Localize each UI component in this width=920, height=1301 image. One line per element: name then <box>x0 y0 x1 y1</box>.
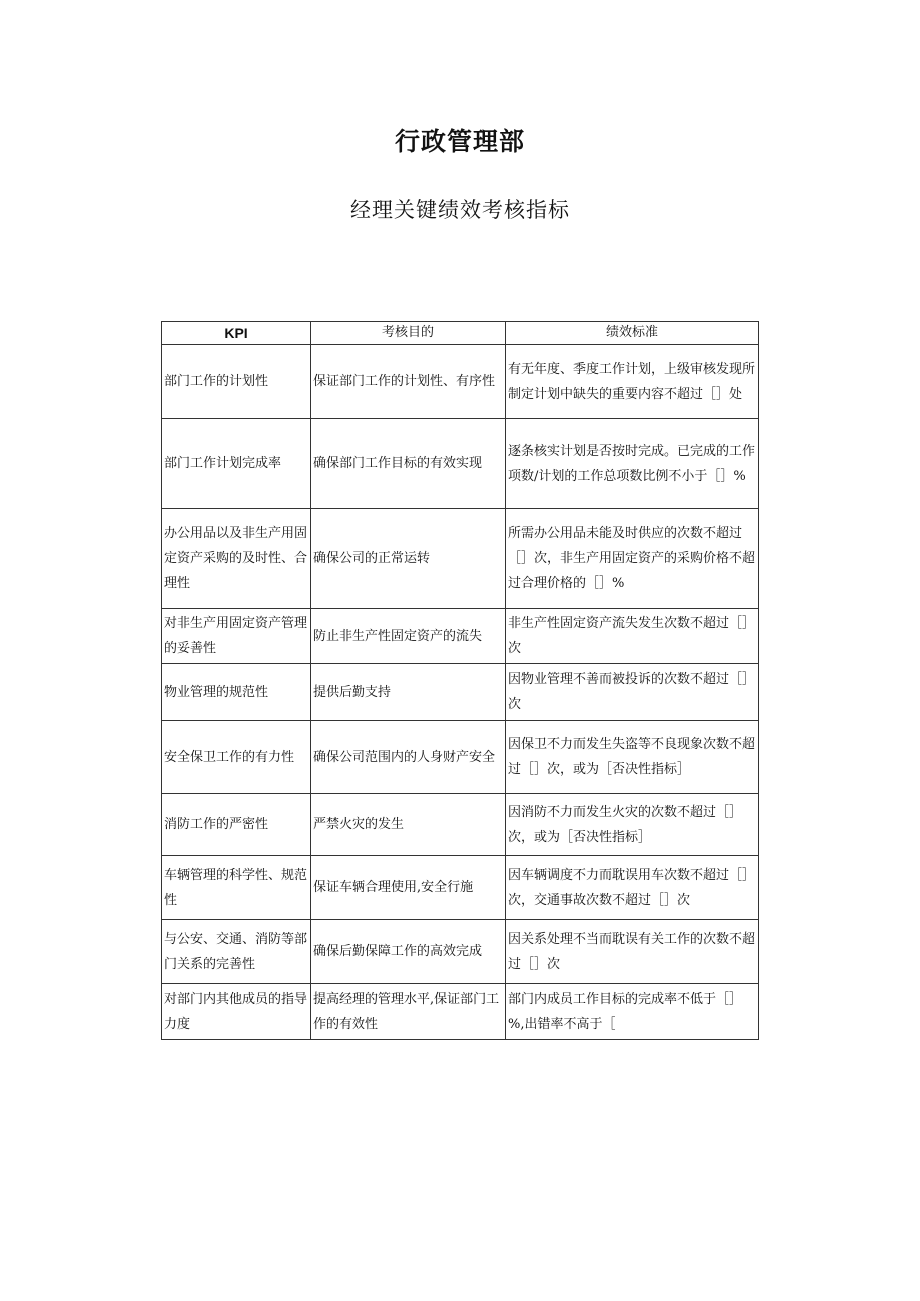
purpose-cell: 确保公司范围内的人身财产安全 <box>311 721 506 794</box>
purpose-cell: 保证部门工作的计划性、有序性 <box>311 345 506 419</box>
purpose-cell: 确保部门工作目标的有效实现 <box>311 419 506 509</box>
standard-cell: 所需办公用品未能及时供应的次数不超过［］次，非生产用固定资产的采购价格不超过合理价格的［］% <box>506 509 759 609</box>
kpi-cell: 与公安、交通、消防等部门关系的完善性 <box>162 920 311 984</box>
table-row <box>162 721 759 794</box>
kpi-cell: 部门工作的计划性 <box>162 345 311 419</box>
kpi-cell: 对部门内其他成员的指导力度 <box>162 984 311 1040</box>
table-row <box>162 856 759 920</box>
purpose-cell: 提供后勤支持 <box>311 664 506 721</box>
kpi-table <box>161 321 759 1040</box>
table-row <box>162 920 759 984</box>
purpose-cell: 严禁火灾的发生 <box>311 794 506 856</box>
standard-cell: 因保卫不力而发生失盗等不良现象次数不超过［］次，或为［否决性指标］ <box>506 721 759 794</box>
table-row <box>162 664 759 721</box>
standard-cell: 有无年度、季度工作计划，上级审核发现所制定计划中缺失的重要内容不超过［］处 <box>506 345 759 419</box>
header-kpi: KPI <box>162 322 311 345</box>
standard-cell: 因物业管理不善而被投诉的次数不超过［］次 <box>506 664 759 721</box>
standard-cell: 因车辆调度不力而耽误用车次数不超过［］次，交通事故次数不超过［］次 <box>506 856 759 920</box>
purpose-cell: 防止非生产性固定资产的流失 <box>311 609 506 664</box>
header-purpose: 考核目的 <box>311 322 506 345</box>
standard-cell: 逐条核实计划是否按时完成。已完成的工作项数/计划的工作总项数比例不小于［］% <box>506 419 759 509</box>
table-row <box>162 419 759 509</box>
page-title: 行政管理部 <box>394 127 525 156</box>
header-standard: 绩效标准 <box>506 322 759 345</box>
table-row <box>162 609 759 664</box>
purpose-cell: 保证车辆合理使用,安全行施 <box>311 856 506 920</box>
kpi-cell: 部门工作计划完成率 <box>162 419 311 509</box>
kpi-cell: 安全保卫工作的有力性 <box>162 721 311 794</box>
table-row <box>162 509 759 609</box>
standard-cell: 因消防不力而发生火灾的次数不超过［］次，或为［否决性指标］ <box>506 794 759 856</box>
purpose-cell: 确保后勤保障工作的高效完成 <box>311 920 506 984</box>
standard-cell: 部门内成员工作目标的完成率不低于［］%,出错率不高于［ <box>506 984 759 1040</box>
purpose-cell: 提高经理的管理水平,保证部门工作的有效性 <box>311 984 506 1040</box>
kpi-cell: 车辆管理的科学性、规范性 <box>162 856 311 920</box>
purpose-cell: 确保公司的正常运转 <box>311 509 506 609</box>
kpi-cell: 消防工作的严密性 <box>162 794 311 856</box>
standard-cell: 非生产性固定资产流失发生次数不超过［］次 <box>506 609 759 664</box>
table-row <box>162 984 759 1040</box>
page-subtitle: 经理关键绩效考核指标 <box>350 198 570 222</box>
table-row <box>162 794 759 856</box>
kpi-cell: 对非生产用固定资产管理的妥善性 <box>162 609 311 664</box>
kpi-cell: 办公用品以及非生产用固定资产采购的及时性、合理性 <box>162 509 311 609</box>
table-header-row <box>162 322 759 345</box>
standard-cell: 因关系处理不当而耽误有关工作的次数不超过［］次 <box>506 920 759 984</box>
kpi-cell: 物业管理的规范性 <box>162 664 311 721</box>
table-row <box>162 345 759 419</box>
